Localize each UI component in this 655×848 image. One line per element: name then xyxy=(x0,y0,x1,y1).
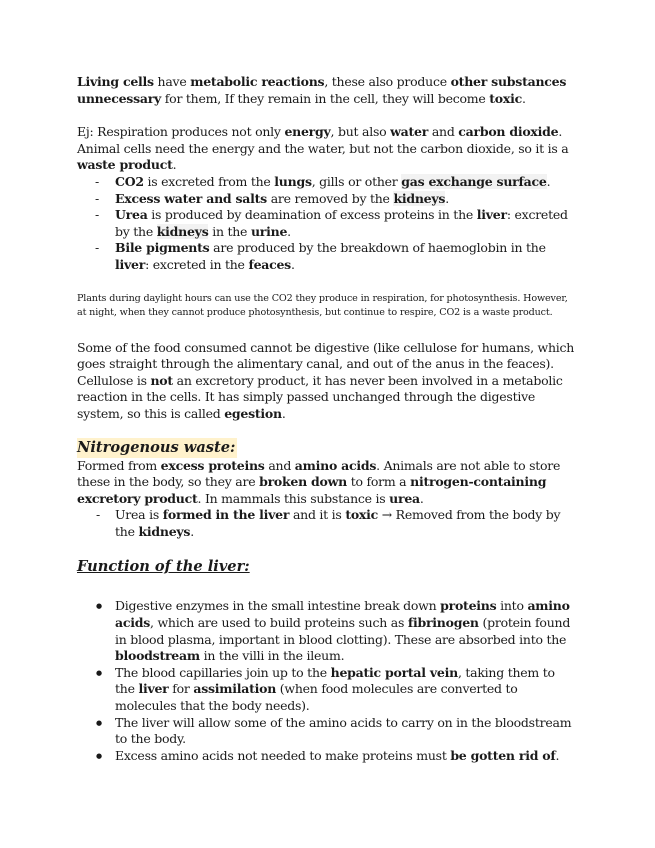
intro-term-toxic: toxic xyxy=(489,90,522,106)
term: amino acids xyxy=(294,457,377,473)
term: egestion xyxy=(224,405,282,421)
text: are produced by the breakdown of haemoglobin in the xyxy=(209,240,546,256)
term: urea xyxy=(389,490,420,506)
text: Animal cells need the energy and the water, but not the carbon dioxide, so it is a xyxy=(77,140,569,156)
highlighted-term: kidneys xyxy=(156,223,209,239)
text: Cellulose is xyxy=(77,372,151,388)
list-item xyxy=(77,748,577,765)
term: hepatic portal vein xyxy=(330,664,458,680)
excretion-list xyxy=(77,174,577,274)
term: carbon dioxide xyxy=(458,124,559,140)
term: broken down xyxy=(259,474,347,490)
term: nitrogen-containing excretory product xyxy=(77,474,547,506)
list-item xyxy=(77,174,577,191)
term: Urea xyxy=(115,207,148,223)
term: Bile pigments xyxy=(115,240,210,256)
text: are removed by the xyxy=(266,190,394,206)
text: . In mammals this substance is xyxy=(197,490,390,506)
text: Urea is xyxy=(115,507,163,523)
text: The liver will allow some of the amino acids to carry on in the bloodstream to the body. xyxy=(115,714,572,747)
term: Excess water and salts xyxy=(115,190,267,206)
term: excess proteins xyxy=(160,457,265,473)
term: lungs xyxy=(274,173,312,189)
text: Formed from xyxy=(77,457,161,473)
text: and xyxy=(428,124,459,140)
text: (when food molecules are converted to molecules that the body needs). xyxy=(115,681,518,714)
term: assimilation xyxy=(193,681,277,697)
text: have xyxy=(153,74,191,89)
term: feaces xyxy=(248,256,291,272)
term: water xyxy=(390,124,429,140)
text: : excreted in the xyxy=(145,256,249,272)
text: . Animals are not able to store these in the body, so they are xyxy=(77,457,561,490)
text: into xyxy=(496,598,528,614)
nitrogenous-paragraph xyxy=(77,458,577,508)
egestion-paragraph xyxy=(77,340,577,423)
text: for xyxy=(168,681,194,697)
list-item xyxy=(77,191,577,208)
term: kidneys xyxy=(138,523,191,539)
text: , gills or other xyxy=(311,173,402,189)
text: Ej: Respiration produces not only xyxy=(77,124,285,140)
term: liver xyxy=(115,256,146,272)
term: liver xyxy=(138,681,169,697)
term: fibrinogen xyxy=(407,615,479,631)
example-paragraph xyxy=(77,124,577,174)
highlighted-term: gas exchange surface xyxy=(401,173,547,189)
text: , which are used to build proteins such as xyxy=(150,615,408,631)
text: (protein found in blood plasma, important in blood clotting). These are absorbed into the xyxy=(115,615,571,647)
text: . xyxy=(281,405,286,421)
list-item xyxy=(77,598,577,664)
urea-list xyxy=(77,507,577,540)
text: : excreted by the xyxy=(115,207,568,239)
intro-term-living-cells: Living cells xyxy=(77,74,154,89)
text: is produced by deamination of excess proteins in the xyxy=(147,207,477,223)
intro-term-other-substances: other substances unnecessary xyxy=(77,74,567,106)
text: . xyxy=(555,747,560,763)
text: for them, If they remain in the cell, they will become xyxy=(161,90,490,106)
list-item xyxy=(77,507,577,540)
document-page xyxy=(77,74,577,764)
text: . xyxy=(419,490,424,506)
text: . xyxy=(290,256,295,272)
liver-function-heading: Function of the liver: xyxy=(77,558,250,576)
text: in the xyxy=(208,223,251,239)
nitrogenous-waste-heading: Nitrogenous waste: xyxy=(77,438,236,456)
term: amino acids xyxy=(115,598,570,631)
term: formed in the liver xyxy=(162,507,290,523)
list-item xyxy=(77,715,577,748)
text: Some of the food consumed cannot be digestive (like cellulose for humans, which goes straight through the alimentary canal, and out of the anus in the feaces). xyxy=(77,339,575,372)
text: and it is xyxy=(289,507,346,523)
term: be gotten rid of xyxy=(450,747,556,763)
list-item xyxy=(77,665,577,715)
text: . xyxy=(445,190,449,206)
term: not xyxy=(150,372,173,388)
term: toxic xyxy=(345,507,378,523)
text: is excreted from the xyxy=(143,173,275,189)
text: . xyxy=(172,157,177,173)
plants-note: Plants during daylight hours can use the CO2 they produce in respiration, for photosynthesis. However, at night, when they cannot produce photosynthesis, but continue to respire, CO2 is a waste product. xyxy=(77,292,568,319)
term: proteins xyxy=(440,598,497,614)
term: CO2 xyxy=(115,173,144,189)
term: waste product xyxy=(77,157,173,173)
highlighted-term: kidneys xyxy=(393,190,446,206)
term: energy xyxy=(284,124,331,140)
text: , taking them to the xyxy=(115,664,555,697)
intro-paragraph xyxy=(77,74,577,107)
term: bloodstream xyxy=(115,648,200,664)
text: . xyxy=(558,124,563,140)
liver-function-list xyxy=(77,598,577,764)
term: urine xyxy=(250,223,288,239)
text: an excretory product, it has never been involved in a metabolic reaction in the cells. It has simply passed unchanged through the digestive system, so this is called xyxy=(77,372,563,421)
text: and xyxy=(264,457,295,473)
text: . xyxy=(287,223,291,239)
intro-term-metabolic-reactions: metabolic reactions xyxy=(190,74,325,89)
text: in the villi in the ileum. xyxy=(199,648,345,664)
text: . xyxy=(190,523,194,539)
text: . xyxy=(521,90,526,106)
text: to form a xyxy=(346,474,411,490)
text: . xyxy=(546,173,551,189)
text: Digestive enzymes in the small intestine break down xyxy=(115,598,441,614)
list-item xyxy=(77,207,577,240)
text: The blood capillaries join up to the xyxy=(115,664,331,680)
text: , these also produce xyxy=(324,74,451,89)
text: , but also xyxy=(330,124,391,140)
list-item xyxy=(77,240,577,273)
term: liver xyxy=(476,207,507,223)
text: → Removed from the body by the xyxy=(115,507,561,539)
text: Excess amino acids not needed to make proteins must xyxy=(115,747,451,763)
